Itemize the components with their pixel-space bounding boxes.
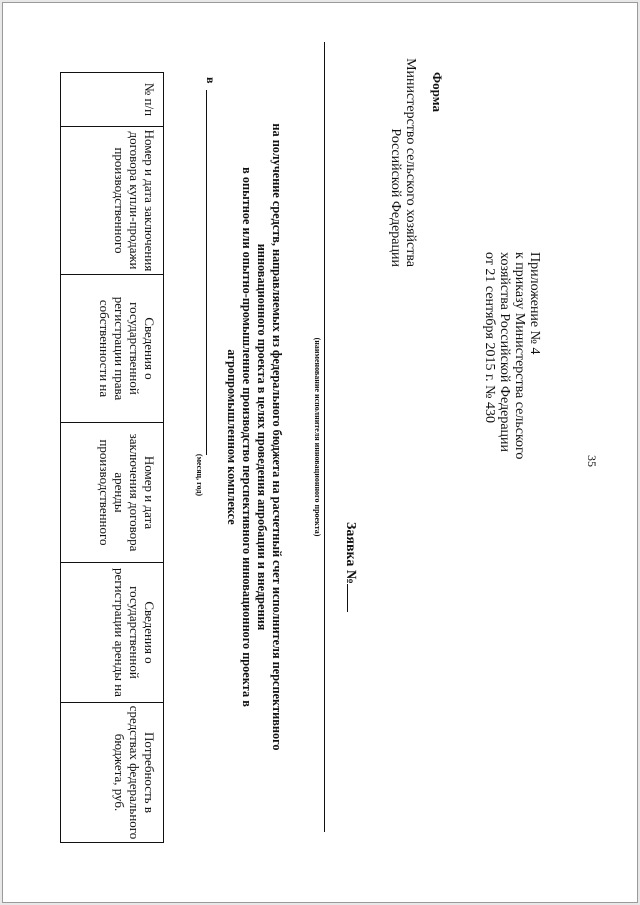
table-header-cell: Потребность в средствах федерального бюджета, руб. <box>61 703 164 843</box>
table-header-cell: Номер и дата заключения договора аренды производственного <box>61 423 164 563</box>
appendix-block <box>482 252 542 552</box>
appendix-line: Приложение № 4 <box>527 252 542 355</box>
form-label: Форма <box>430 72 445 112</box>
appendix-line: от 21 сентября 2015 г. № 430 <box>482 252 497 423</box>
application-subject <box>224 42 284 832</box>
ministry-line-1: Министерство сельского хозяйства <box>403 58 418 267</box>
application-table <box>60 72 164 843</box>
application-number-blank <box>347 584 358 612</box>
subject-line: агропромышленном комплексе <box>225 349 239 525</box>
subject-line: инновационного проекта в целях проведения апробации и внедрения <box>255 243 269 631</box>
application-title <box>342 522 358 612</box>
rotated-landscape-content <box>42 42 602 882</box>
ministry-line-2: Российской Федерации <box>388 128 403 267</box>
executor-name-line <box>324 42 325 832</box>
appendix-line: хозяйства Российской Федерации <box>497 252 512 453</box>
month-year-line <box>206 90 207 455</box>
appendix-line: к приказу Министерства сельского <box>512 252 527 460</box>
page-number: 35 <box>585 455 599 467</box>
document-page <box>2 2 638 903</box>
table-header-cell: № п/п <box>61 73 164 127</box>
month-year-caption: (месяц, год) <box>195 453 204 497</box>
subject-line: в опытное или опытно-промышленное производство перспективного инновационного проекта в <box>240 167 254 707</box>
table-header-row <box>61 73 164 843</box>
table-header-cell: Сведения о государственной регистрации аренды на <box>61 563 164 703</box>
subject-line: на получение средств, направляемых из федерального бюджета на расчетный счет исполнителя перспективного <box>270 123 284 751</box>
table-header-cell: Сведения о государственной регистрации права собственности на <box>61 275 164 423</box>
table-header-cell: Номер и дата заключения договора купли-продажи производственного <box>61 127 164 275</box>
application-title-text: Заявка № <box>343 522 358 584</box>
ministry-block <box>388 42 418 267</box>
in-preposition: в <box>204 77 218 84</box>
executor-caption: (наименование исполнителя инновационного проекта) <box>313 337 322 537</box>
